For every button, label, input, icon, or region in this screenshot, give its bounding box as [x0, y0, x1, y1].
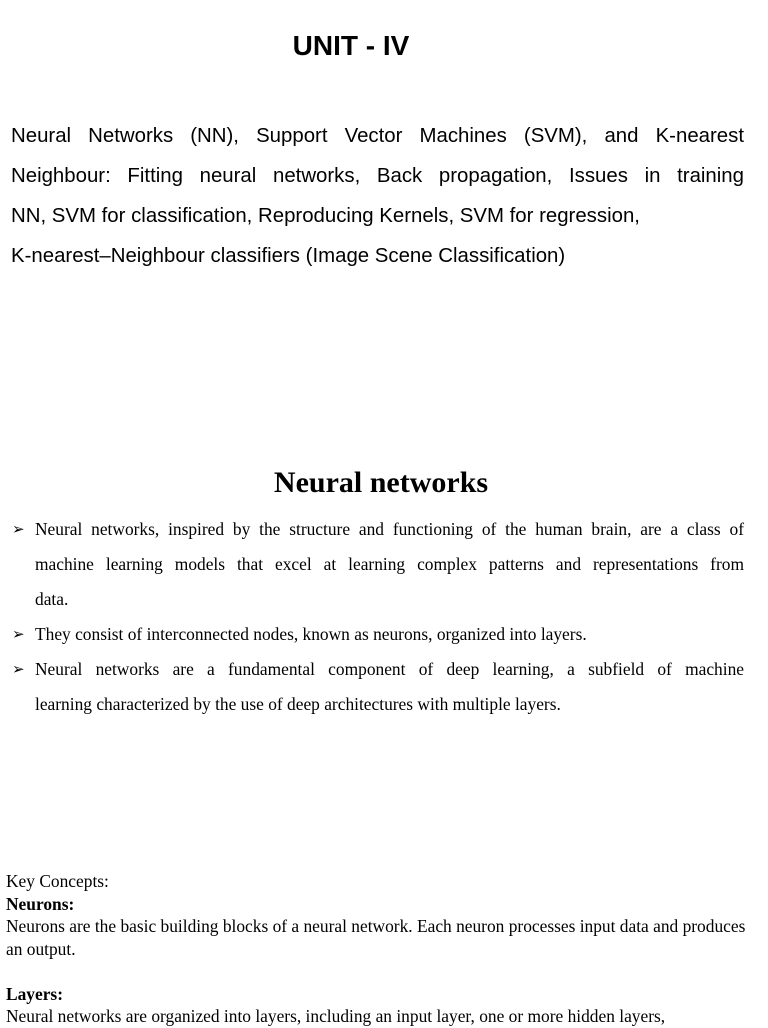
syllabus-line: NN, SVM for classification, Reproducing Kernels, SVM for regression, — [11, 205, 640, 227]
arrow-bullet-icon: ➢ — [12, 520, 25, 538]
syllabus-line: K-nearest–Neighbour classifiers (Image Scene Classification) — [11, 245, 566, 267]
arrow-bullet-icon: ➢ — [12, 660, 25, 678]
bullet-list — [12, 512, 744, 722]
bullet-line: Neural networks, inspired by the structure and functioning of the human brain, are a class of — [35, 519, 744, 539]
bullet-item — [12, 652, 744, 722]
bullet-line: They consist of interconnected nodes, known as neurons, organized into layers. — [35, 624, 587, 644]
key-concepts-label: Key Concepts: — [6, 871, 109, 891]
bullet-item — [12, 617, 744, 652]
arrow-bullet-icon: ➢ — [12, 625, 25, 643]
neurons-text: Neurons are the basic building blocks of a neural network. Each neuron processes input data and produces an output. — [6, 916, 746, 959]
bullet-line: data. — [35, 589, 69, 609]
key-concepts — [6, 870, 766, 1028]
layers-heading: Layers: — [6, 983, 63, 1004]
bullet-line: learning characterized by the use of deep architectures with multiple layers. — [35, 694, 561, 714]
spacer — [6, 960, 766, 983]
layers-text: Neural networks are organized into layers, including an input layer, one or more hidden layers, — [6, 1006, 666, 1026]
syllabus-line: Neighbour: Fitting neural networks, Back propagation, Issues in training — [11, 165, 744, 187]
syllabus-paragraph — [11, 116, 744, 276]
bullet-item — [12, 512, 744, 617]
section-title: Neural networks — [273, 466, 489, 499]
neurons-heading: Neurons: — [6, 893, 75, 914]
syllabus-line: Neural Networks (NN), Support Vector Machines (SVM), and K-nearest — [11, 125, 744, 147]
bullet-line: Neural networks are a fundamental component of deep learning, a subfield of machine — [35, 659, 744, 679]
bullet-line: machine learning models that excel at learning complex patterns and representations from — [35, 554, 744, 574]
unit-title: UNIT - IV — [292, 30, 410, 61]
